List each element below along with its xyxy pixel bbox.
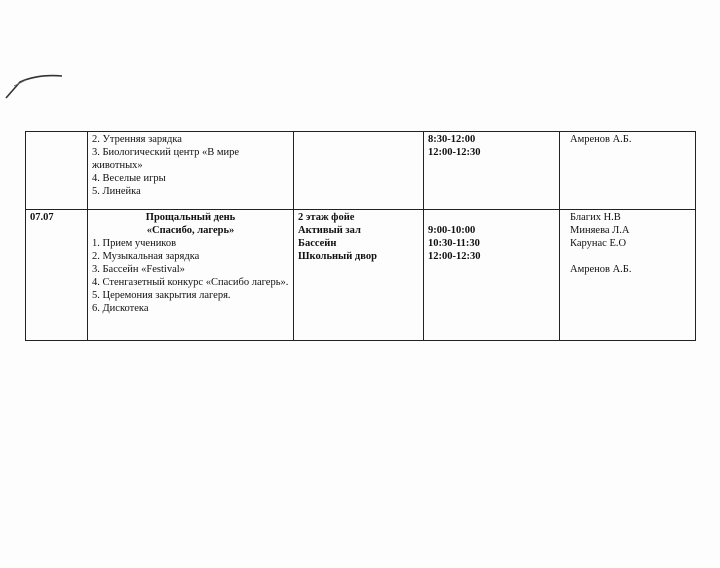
table-row — [26, 210, 696, 341]
place-item: Бассейн — [298, 238, 337, 249]
event-item: 3. Бассейн «Festival» — [92, 264, 185, 275]
date-cell: 07.07 — [26, 210, 88, 341]
time-slot: 12:00-12:30 — [428, 147, 481, 158]
responsible-person: Благих Н.В — [570, 212, 621, 223]
date-cell — [26, 132, 88, 210]
time-slot: 8:30-12:00 — [428, 134, 476, 145]
responsible-cell — [560, 132, 696, 210]
time-cell — [424, 210, 560, 341]
event-item: 2. Музыкальная зарядка — [92, 251, 200, 262]
scan-artifact-mark — [4, 70, 64, 100]
time-slot: 12:00-12:30 — [428, 251, 481, 262]
event-item: 3. Биологический центр «В мире животных» — [92, 147, 240, 171]
time-cell — [424, 132, 560, 210]
event-cell — [88, 132, 294, 210]
responsible-cell — [560, 210, 696, 341]
place-cell — [294, 132, 424, 210]
event-item: 5. Церемония закрытия лагеря. — [92, 290, 231, 301]
event-item: 4. Веселые игры — [92, 173, 166, 184]
event-item: 2. Утренняя зарядка — [92, 134, 182, 145]
event-item: 4. Стенгазетный конкурс «Спасибо лагерь». — [92, 277, 289, 288]
table-row — [26, 132, 696, 210]
event-item: 6. Дискотека — [92, 303, 149, 314]
responsible-person: Карунас Е.О — [570, 238, 627, 249]
place-item: Активый зал — [298, 225, 361, 236]
place-item: Школьный двор — [298, 251, 377, 262]
place-cell — [294, 210, 424, 341]
event-cell — [88, 210, 294, 341]
responsible-person: Амренов А.Б. — [570, 264, 632, 275]
time-slot: 9:00-10:00 — [428, 225, 476, 236]
responsible-person: Амренов А.Б. — [570, 134, 632, 145]
schedule-table — [25, 131, 696, 341]
event-title: «Спасибо, лагерь» — [146, 225, 235, 236]
time-slot: 10:30-11:30 — [428, 238, 480, 249]
event-item: 5. Линейка — [92, 186, 141, 197]
responsible-person: Миняева Л.А — [570, 225, 630, 236]
event-item: 1. Прием учеников — [92, 238, 177, 249]
event-title: Прощальный день — [145, 212, 236, 223]
place-item: 2 этаж фойе — [298, 212, 355, 223]
